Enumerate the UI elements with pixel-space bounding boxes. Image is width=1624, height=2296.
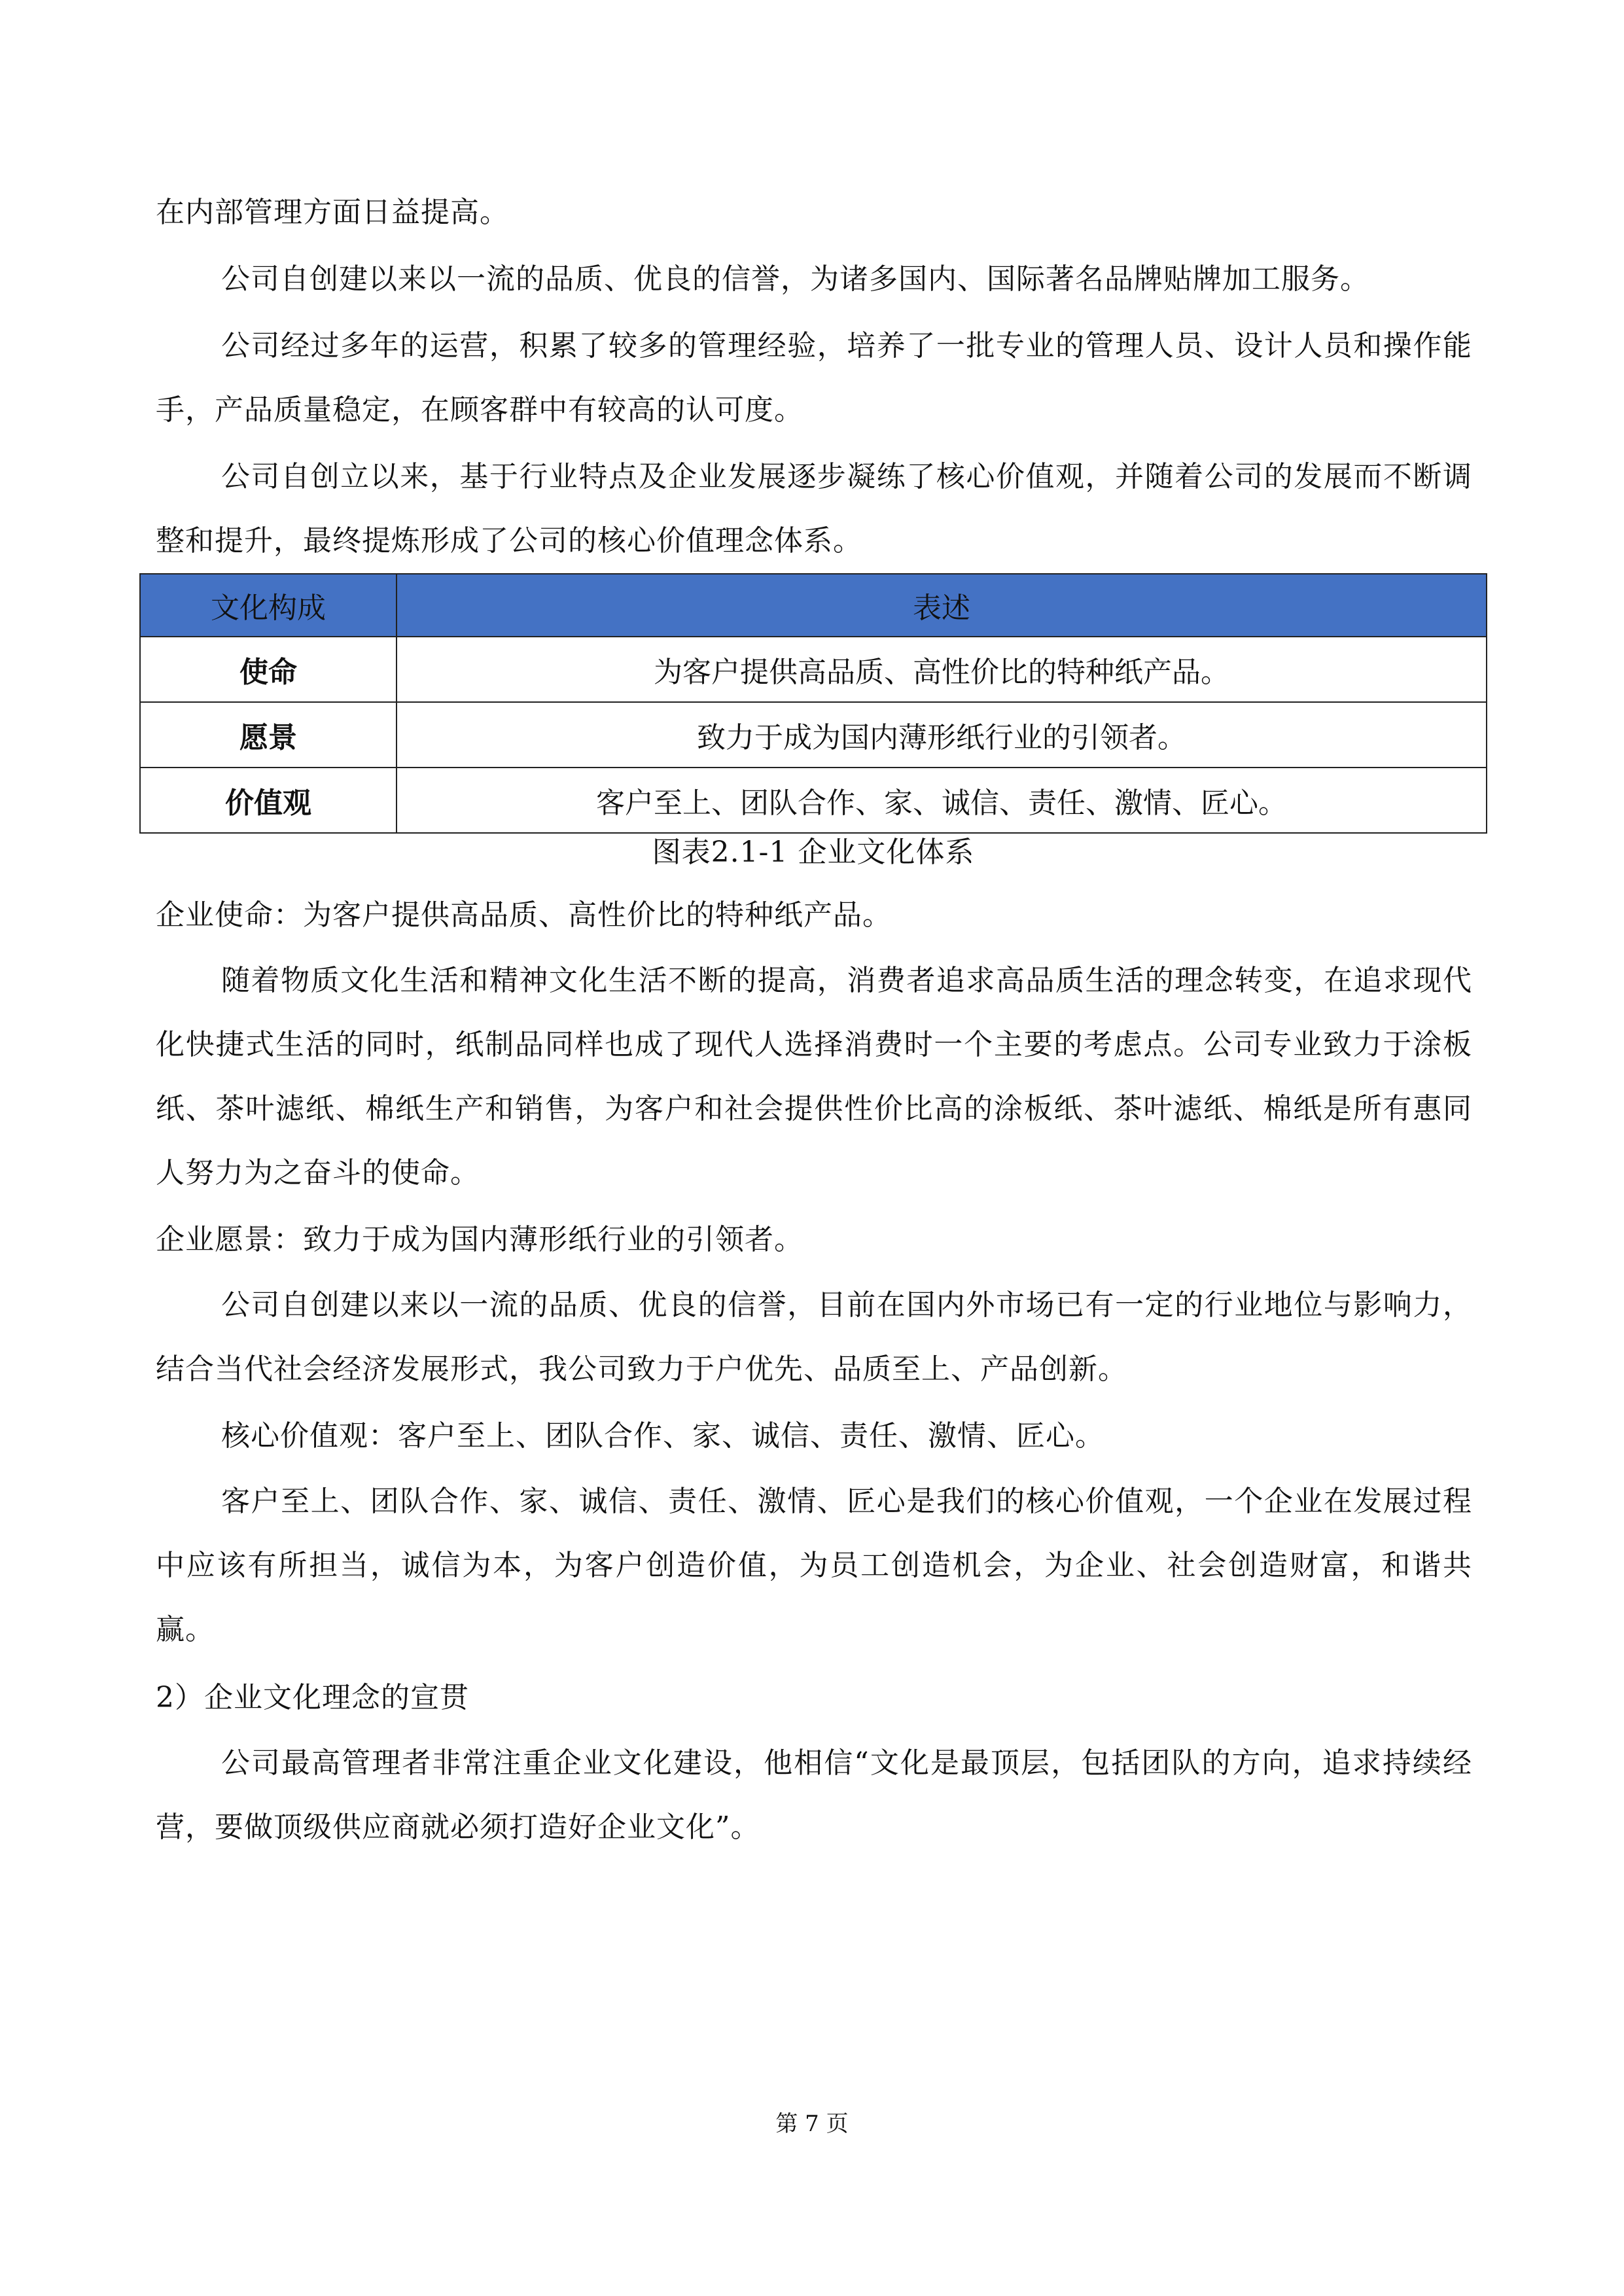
table-header-description: 表述 (397, 574, 1487, 637)
paragraph-core-values-intro: 公司自创立以来，基于行业特点及企业发展逐步凝练了核心价值观，并随着公司的发展而不断调整和提升，最终提炼形成了公司的核心价值理念体系。 (156, 460, 1472, 557)
table-cell-value: 为客户提供高品质、高性价比的特种纸产品。 (397, 637, 1487, 702)
paragraph-core-values-detail: 客户至上、团队合作、家、诚信、责任、激情、匠心是我们的核心价值观，一个企业在发展过程中应该有所担当，诚信为本，为客户创造价值，为员工创造机会，为企业、社会创造财富，和谐共赢。 (156, 1485, 1472, 1646)
table-header-row (140, 574, 1487, 637)
table-caption: 图表2.1-1 企业文化体系 (652, 836, 975, 869)
paragraph-oem-service: 公司自创建以来以一流的品质、优良的信誉，为诸多国内、国际著名品牌贴牌加工服务。 (221, 262, 1369, 296)
table-row (140, 768, 1487, 833)
table-cell-label: 使命 (140, 637, 397, 702)
culture-system-table (139, 573, 1487, 834)
table-cell-label: 愿景 (140, 702, 397, 768)
paragraph-mission-detail: 随着物质文化生活和精神文化生活不断的提高，消费者追求高品质生活的理念转变，在追求现代化快捷式生活的同时，纸制品同样也成了现代人选择消费时一个主要的考虑点。公司专业致力于涂板纸、茶叶滤纸、棉纸生产和销售，为客户和社会提供性价比高的涂板纸、茶叶滤纸、棉纸是所有惠同人努力为之奋斗的使命。 (156, 964, 1472, 1190)
table-cell-value: 致力于成为国内薄形纸行业的引领者。 (397, 702, 1487, 768)
paragraph-vision-detail: 公司自创建以来以一流的品质、优良的信誉，目前在国内外市场已有一定的行业地位与影响力，结合当代社会经济发展形式，我公司致力于户优先、品质至上、产品创新。 (156, 1288, 1472, 1386)
table-row (140, 702, 1487, 768)
paragraph-mission: 企业使命：为客户提供高品质、高性价比的特种纸产品。 (156, 898, 892, 932)
table-row (140, 637, 1487, 702)
table-cell-value: 客户至上、团队合作、家、诚信、责任、激情、匠心。 (397, 768, 1487, 833)
paragraph-management: 在内部管理方面日益提高。 (156, 196, 509, 229)
section-heading-culture-promotion: 2）企业文化理念的宣贯 (156, 1681, 469, 1714)
paragraph-vision: 企业愿景：致力于成为国内薄形纸行业的引领者。 (156, 1223, 803, 1256)
paragraph-culture-promotion: 公司最高管理者非常注重企业文化建设，他相信“文化是最顶层，包括团队的方向，追求持续经营，要做顶级供应商就必须打造好企业文化”。 (156, 1746, 1472, 1844)
page-number: 第 7 页 (775, 2111, 849, 2137)
paragraph-experience: 公司经过多年的运营，积累了较多的管理经验，培养了一批专业的管理人员、设计人员和操作能手，产品质量稳定，在顾客群中有较高的认可度。 (156, 329, 1472, 427)
table-cell-label: 价值观 (140, 768, 397, 833)
paragraph-core-values: 核心价值观：客户至上、团队合作、家、诚信、责任、激情、匠心。 (221, 1419, 1104, 1453)
table-header-culture: 文化构成 (140, 574, 397, 637)
